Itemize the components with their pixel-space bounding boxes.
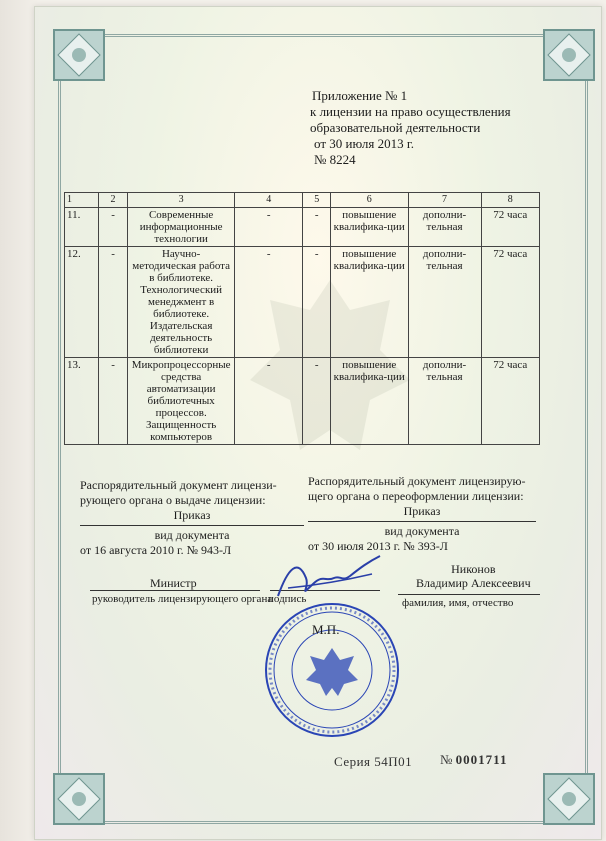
signatory-full-name: Владимир Алексеевич xyxy=(416,576,531,590)
row-number: 11. xyxy=(65,208,99,247)
column-header: 4 xyxy=(235,193,303,208)
signatory-surname: Никонов xyxy=(451,562,496,576)
reissue-document-title: Распорядительный документ лицензирую-щего органа о переоформлении лицензии: xyxy=(308,474,526,503)
signatory-name xyxy=(416,562,531,590)
reissue-document-type: Приказ xyxy=(403,504,441,518)
divider xyxy=(398,594,540,595)
program-name: Научно-методическая работа в библиотеке. Технологический менеджмент в библиотеке. Издательская деятельность библиотеки xyxy=(128,247,235,358)
form-number-prefix: № xyxy=(440,752,453,767)
program-type: повышение квалифика-ции xyxy=(330,358,408,445)
program-kind: дополни-тельная xyxy=(408,247,481,358)
signatory-position: Министр xyxy=(150,576,197,590)
program-name: Современные информационные технологии xyxy=(128,208,235,247)
cell: - xyxy=(235,247,303,358)
program-name: Микропроцессорные средства автоматизации библиотечных процессов. Защищенность компьютеров xyxy=(128,358,235,445)
reissue-document-caption: вид документа xyxy=(384,524,460,538)
issue-document-type: Приказ xyxy=(173,508,211,522)
program-duration: 72 часа xyxy=(481,208,539,247)
divider xyxy=(90,590,260,591)
cell: - xyxy=(235,208,303,247)
appendix-subtitle: к лицензии на право осуществления xyxy=(310,104,511,119)
column-header: 5 xyxy=(303,193,331,208)
row-number: 13. xyxy=(65,358,99,445)
cell: - xyxy=(303,358,331,445)
name-caption: фамилия, имя, отчество xyxy=(402,597,514,609)
signature-caption: подпись xyxy=(268,593,307,605)
divider xyxy=(308,521,536,522)
stamp-place-label: М.П. xyxy=(312,622,340,637)
cell: - xyxy=(235,358,303,445)
form-number xyxy=(440,752,507,768)
column-header: 2 xyxy=(98,193,127,208)
issue-document-date: от 16 августа 2010 г. № 943-Л xyxy=(80,543,232,557)
column-header: 1 xyxy=(65,193,99,208)
program-duration: 72 часа xyxy=(481,358,539,445)
program-kind: дополни-тельная xyxy=(408,208,481,247)
signatory-position-caption: руководитель лицензирующего органа xyxy=(92,593,273,605)
program-type: повышение квалифика-ции xyxy=(330,208,408,247)
reissue-document-date: от 30 июля 2013 г. № 393-Л xyxy=(308,539,448,553)
reissue-document-block xyxy=(308,474,536,554)
program-duration: 72 часа xyxy=(481,247,539,358)
cell: - xyxy=(98,208,127,247)
appendix-title: Приложение № 1 xyxy=(312,88,408,103)
ornament-corner-icon xyxy=(50,770,108,828)
cell: - xyxy=(303,247,331,358)
handwritten-signature-icon xyxy=(268,548,388,608)
ornament-corner-icon xyxy=(540,770,598,828)
programs-table xyxy=(64,192,540,445)
table-header-row xyxy=(65,193,540,208)
appendix-number: № 8224 xyxy=(314,152,356,167)
table-row xyxy=(65,358,540,445)
appendix-header xyxy=(310,88,530,168)
official-seal-icon xyxy=(262,600,402,740)
table-row xyxy=(65,247,540,358)
issue-document-block xyxy=(80,478,304,558)
issue-document-title: Распорядительный документ лицензи-рующего органа о выдаче лицензии: xyxy=(80,478,277,507)
form-number-value: 0001711 xyxy=(455,752,508,767)
cell: - xyxy=(303,208,331,247)
column-header: 7 xyxy=(408,193,481,208)
ornament-corner-icon xyxy=(540,26,598,84)
program-kind: дополни-тельная xyxy=(408,358,481,445)
table-row xyxy=(65,208,540,247)
column-header: 6 xyxy=(330,193,408,208)
form-series: Серия 54П01 xyxy=(334,754,413,769)
issue-document-caption: вид документа xyxy=(154,528,230,542)
program-type: повышение квалифика-ции xyxy=(330,247,408,358)
appendix-subtitle-2: образовательной деятельности xyxy=(310,120,481,135)
column-header: 3 xyxy=(128,193,235,208)
row-number: 12. xyxy=(65,247,99,358)
divider xyxy=(80,525,304,526)
cell: - xyxy=(98,247,127,358)
appendix-date: от 30 июля 2013 г. xyxy=(314,136,414,151)
ornament-corner-icon xyxy=(50,26,108,84)
column-header: 8 xyxy=(481,193,539,208)
cell: - xyxy=(98,358,127,445)
